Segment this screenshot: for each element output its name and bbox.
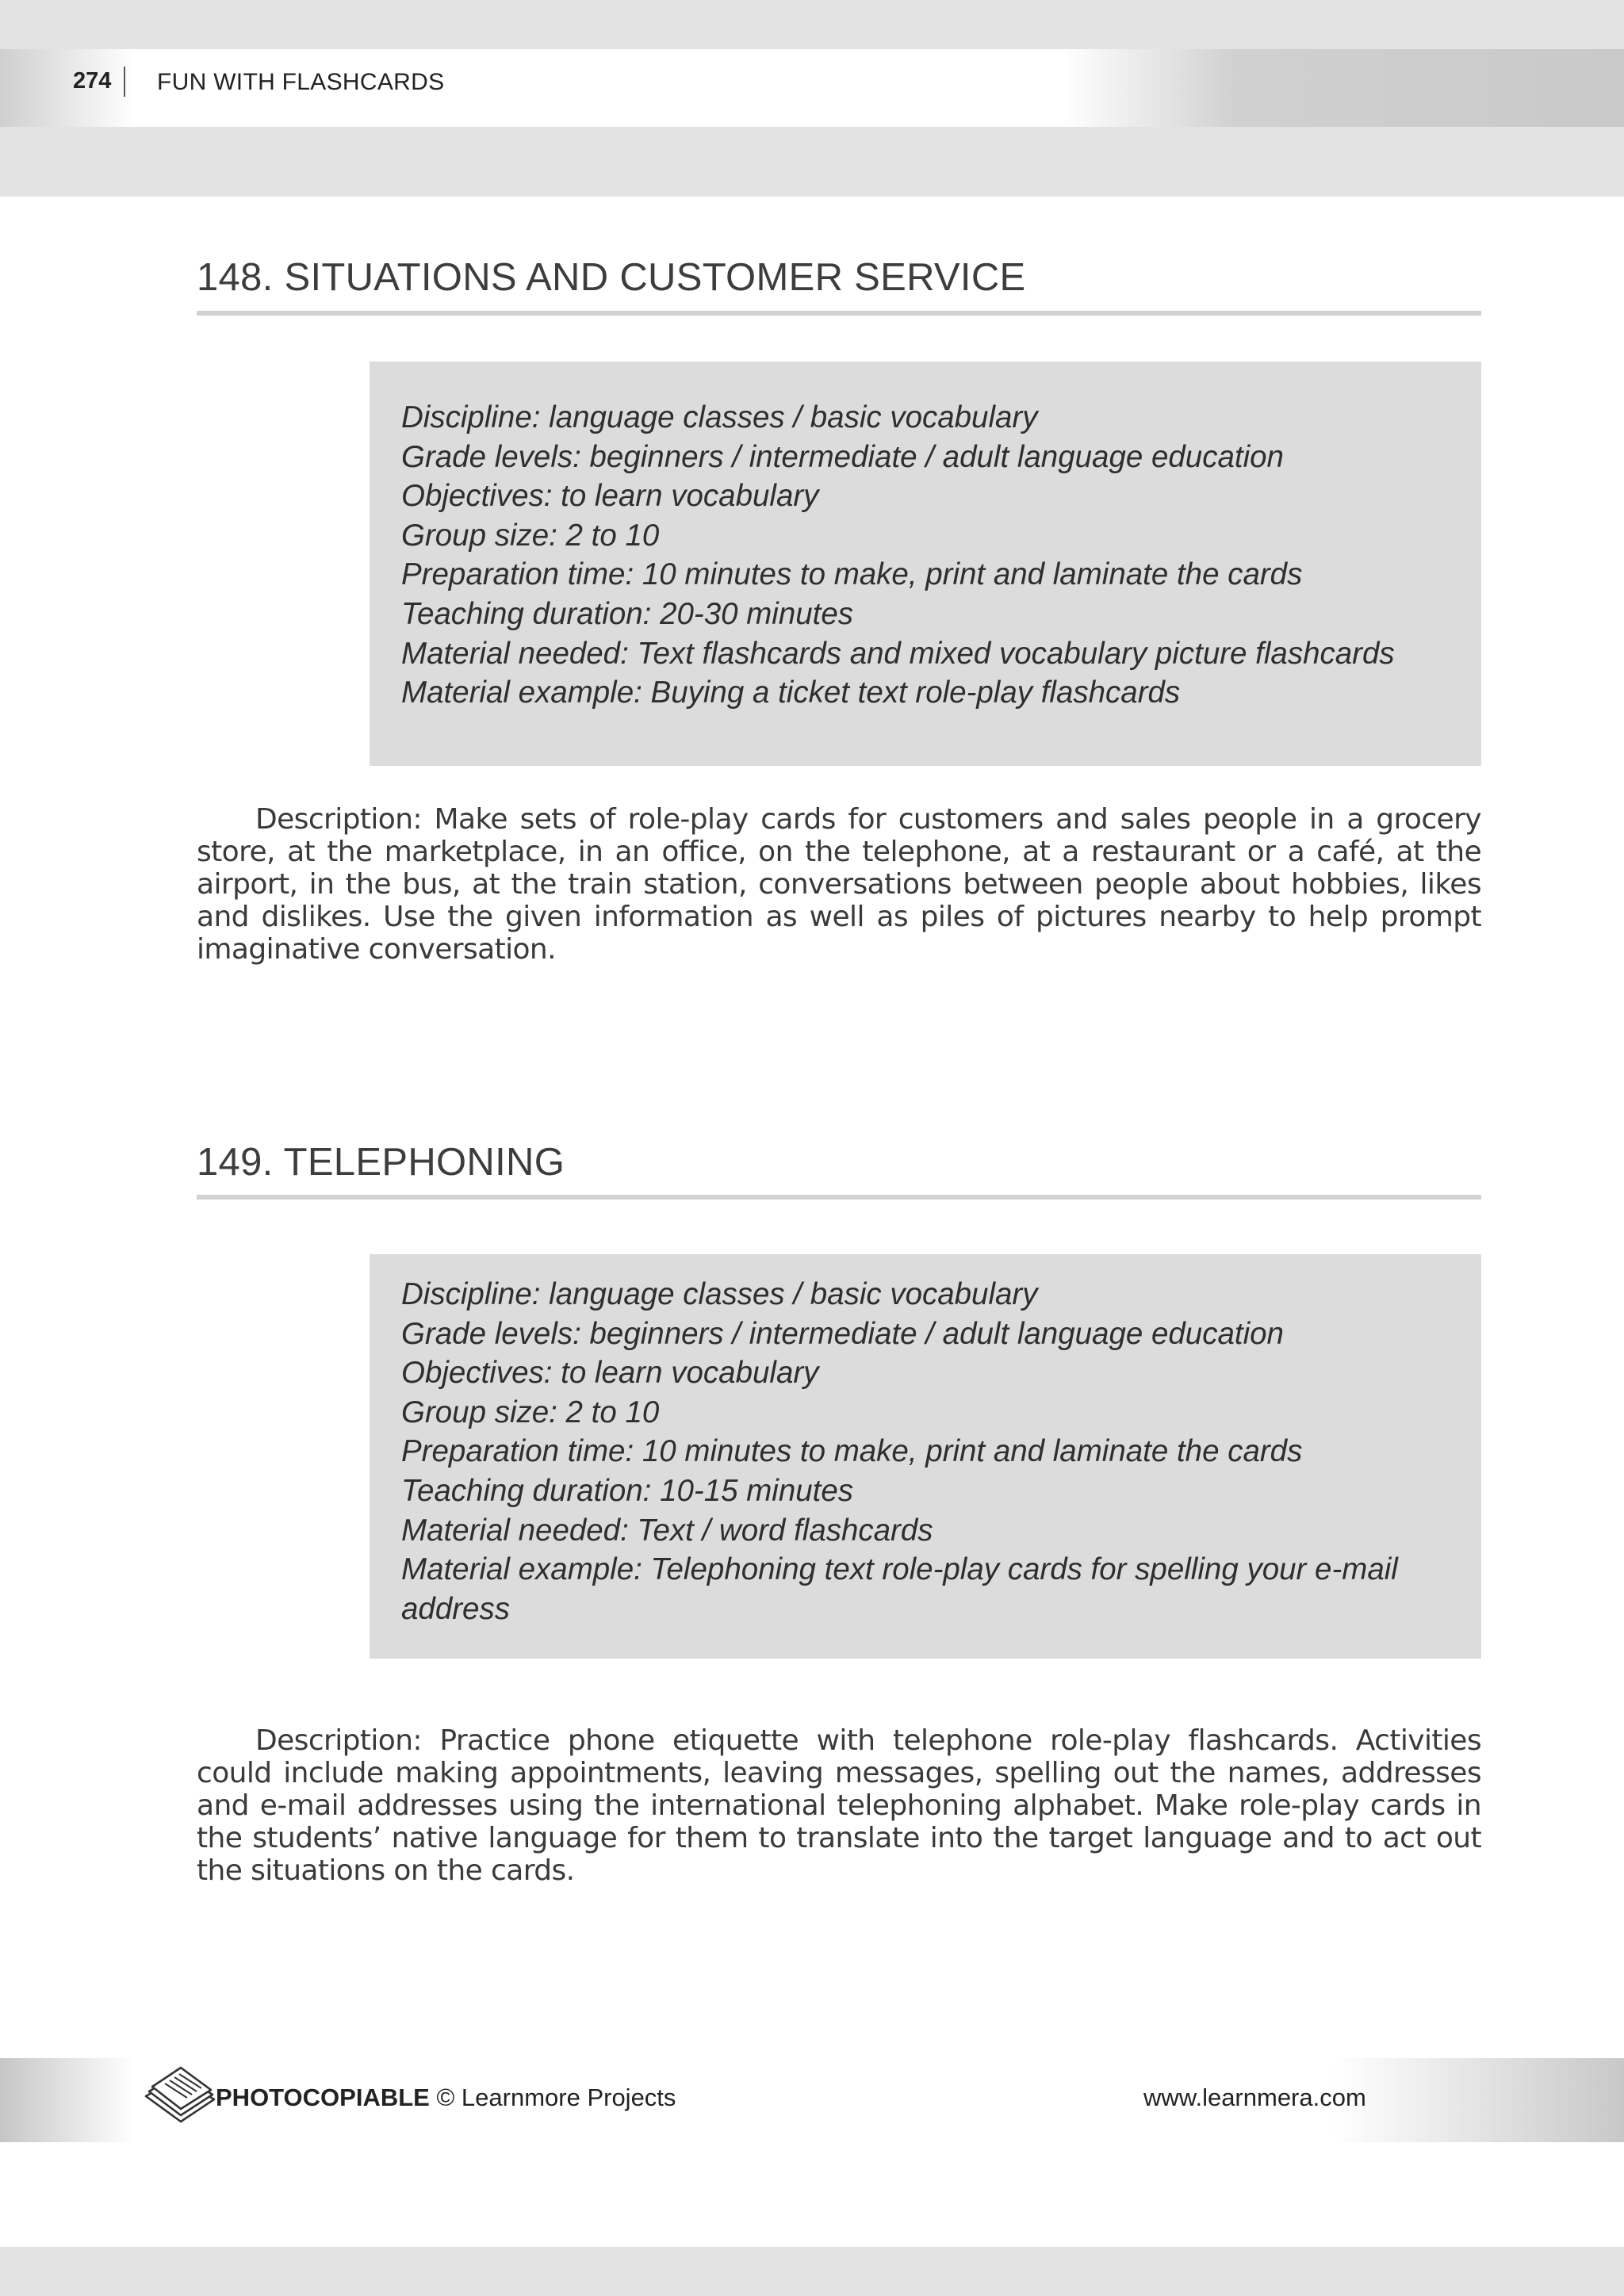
info-teaching-duration: Teaching duration: 10-15 minutes: [401, 1473, 854, 1508]
section-title-148: 148. SITUATIONS AND CUSTOMER SERVICE: [197, 256, 1026, 299]
info-discipline: Discipline: language classes / basic vocabulary: [401, 1277, 1038, 1311]
copyright-text: © Learnmore Projects: [429, 2084, 676, 2111]
info-grade-levels: Grade levels: beginners / intermediate / adult language education: [401, 439, 1284, 474]
footer-copyright: [216, 2084, 676, 2112]
info-material-needed: Material needed: Text / word flashcards: [401, 1513, 933, 1548]
info-objectives: Objectives: to learn vocabulary: [401, 1356, 819, 1391]
info-group-size: Group size: 2 to 10: [401, 518, 660, 553]
info-objectives: Objectives: to learn vocabulary: [401, 479, 819, 514]
info-material-example: Material example: Buying a ticket text role-play flashcards: [401, 675, 1181, 710]
info-preparation-time: Preparation time: 10 minutes to make, print and laminate the cards: [401, 1434, 1303, 1469]
header-separator: [124, 67, 125, 97]
info-material-needed: Material needed: Text flashcards and mixed vocabulary picture flashcards: [401, 636, 1395, 671]
section-title-149: 149. TELEPHONING: [197, 1141, 565, 1184]
section-rule-149: [197, 1195, 1481, 1200]
info-box-148: [370, 362, 1481, 766]
info-group-size: Group size: 2 to 10: [401, 1395, 660, 1429]
info-grade-levels: Grade levels: beginners / intermediate / adult language education: [401, 1316, 1284, 1351]
info-preparation-time: Preparation time: 10 minutes to make, print and laminate the cards: [401, 557, 1303, 592]
info-discipline: Discipline: language classes / basic vocabulary: [401, 400, 1038, 434]
bottom-band: [0, 2247, 1624, 2296]
info-teaching-duration: Teaching duration: 20-30 minutes: [401, 596, 854, 631]
photocopy-pages-icon: [141, 2060, 219, 2128]
running-title: FUN WITH FLASHCARDS: [157, 69, 445, 95]
info-box-149: [370, 1254, 1481, 1659]
description-149: Description: Practice phone etiquette with telephone role-play flashcards. Activities could include making appointments, leaving messages, spelling out the names, addresses and e-mail addresses using the international telephoning alphabet. Make role-play cards in the students’ native language for them to translate into the target language and to act out the situations on the cards.: [197, 1724, 1481, 1887]
page-number: 274: [73, 68, 112, 94]
footer-url: www.learnmera.com: [1143, 2084, 1366, 2111]
info-material-example: Material example: Telephoning text role-play cards for spelling your e-mail address: [401, 1552, 1398, 1626]
section-rule-148: [197, 311, 1481, 316]
description-148: Description: Make sets of role-play cards for customers and sales people in a grocery store, at the marketplace, in an office, on the telephone, at a restaurant or a café, at the airport, in the bus, at the train station, conversations between people about hobbies, likes and dislikes. Use the given information as well as piles of pictures nearby to help prompt imaginative conversation.: [197, 803, 1481, 966]
photocopiable-label: PHOTOCOPIABLE: [216, 2084, 430, 2111]
